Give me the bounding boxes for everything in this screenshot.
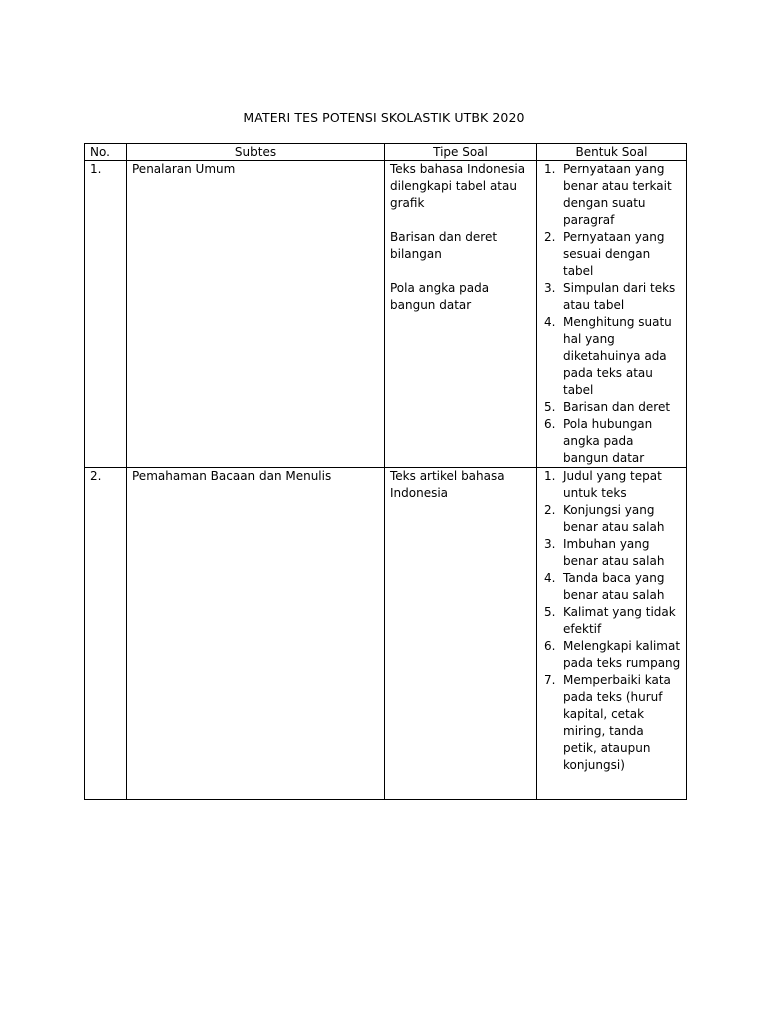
item-number: 6.	[544, 639, 556, 653]
item-text: Pernyataan yang sesuai dengan tabel	[563, 230, 665, 278]
tipe-soal-item: Pola angka pada bangun datar	[390, 281, 490, 312]
header-bentuk-soal: Bentuk Soal	[537, 144, 687, 161]
bentuk-soal-cell	[537, 161, 687, 468]
item-number: 2.	[544, 230, 556, 244]
item-text: Tanda baca yang benar atau salah	[563, 571, 665, 602]
item-number: 3.	[544, 281, 556, 295]
item-number: 5.	[544, 400, 556, 414]
bentuk-soal-item	[542, 536, 681, 570]
bentuk-soal-item	[542, 314, 681, 399]
tipe-soal-item: Teks bahasa Indonesia dilengkapi tabel atau grafik	[390, 162, 526, 210]
item-text: Judul yang tepat untuk teks	[563, 469, 662, 500]
bentuk-soal-item	[542, 570, 681, 604]
item-number: 3.	[544, 537, 556, 551]
bentuk-soal-item	[542, 161, 681, 229]
tipe-soal-item: Teks artikel bahasa Indonesia	[390, 469, 505, 500]
bentuk-soal-list	[542, 468, 681, 774]
header-subtes: Subtes	[127, 144, 385, 161]
bentuk-soal-item	[542, 638, 681, 672]
bentuk-soal-list	[542, 161, 681, 467]
item-number: 7.	[544, 673, 556, 687]
row-number: 1.	[85, 161, 127, 468]
tipe-soal-cell	[385, 161, 537, 468]
item-text: Memperbaiki kata pada teks (huruf kapital, cetak miring, tanda petik, ataupun konjungsi)	[563, 673, 671, 772]
page-title: MATERI TES POTENSI SKOLASTIK UTBK 2020	[243, 110, 525, 125]
item-text: Melengkapi kalimat pada teks rumpang	[563, 639, 681, 670]
row-number: 2.	[85, 468, 127, 800]
bentuk-soal-cell	[537, 468, 687, 800]
table-row	[85, 161, 687, 468]
bentuk-soal-item	[542, 399, 681, 416]
bentuk-soal-item	[542, 229, 681, 280]
tipe-soal-cell	[385, 468, 537, 800]
item-number: 4.	[544, 571, 556, 585]
subtes-cell: Pemahaman Bacaan dan Menulis	[127, 468, 385, 800]
item-number: 1.	[544, 162, 556, 176]
materi-table	[84, 143, 687, 800]
bentuk-soal-item	[542, 280, 681, 314]
header-tipe-soal: Tipe Soal	[385, 144, 537, 161]
table-row	[85, 468, 687, 800]
item-text: Pernyataan yang benar atau terkait dengan suatu paragraf	[563, 162, 672, 227]
item-text: Imbuhan yang benar atau salah	[563, 537, 665, 568]
header-no: No.	[85, 144, 127, 161]
item-text: Barisan dan deret	[563, 400, 671, 414]
bentuk-soal-item	[542, 416, 681, 467]
item-text: Simpulan dari teks atau tabel	[563, 281, 676, 312]
subtes-cell: Penalaran Umum	[127, 161, 385, 468]
item-text: Menghitung suatu hal yang diketahuinya ada pada teks atau tabel	[563, 315, 672, 397]
item-number: 1.	[544, 469, 556, 483]
bentuk-soal-item	[542, 468, 681, 502]
item-number: 4.	[544, 315, 556, 329]
bentuk-soal-item	[542, 672, 681, 774]
item-text: Pola hubungan angka pada bangun datar	[563, 417, 653, 465]
item-number: 5.	[544, 605, 556, 619]
item-number: 2.	[544, 503, 556, 517]
item-text: Kalimat yang tidak efektif	[563, 605, 676, 636]
table-header-row	[85, 144, 687, 161]
item-number: 6.	[544, 417, 556, 431]
bentuk-soal-item	[542, 604, 681, 638]
bentuk-soal-item	[542, 502, 681, 536]
item-text: Konjungsi yang benar atau salah	[563, 503, 665, 534]
tipe-soal-item: Barisan dan deret bilangan	[390, 230, 498, 261]
